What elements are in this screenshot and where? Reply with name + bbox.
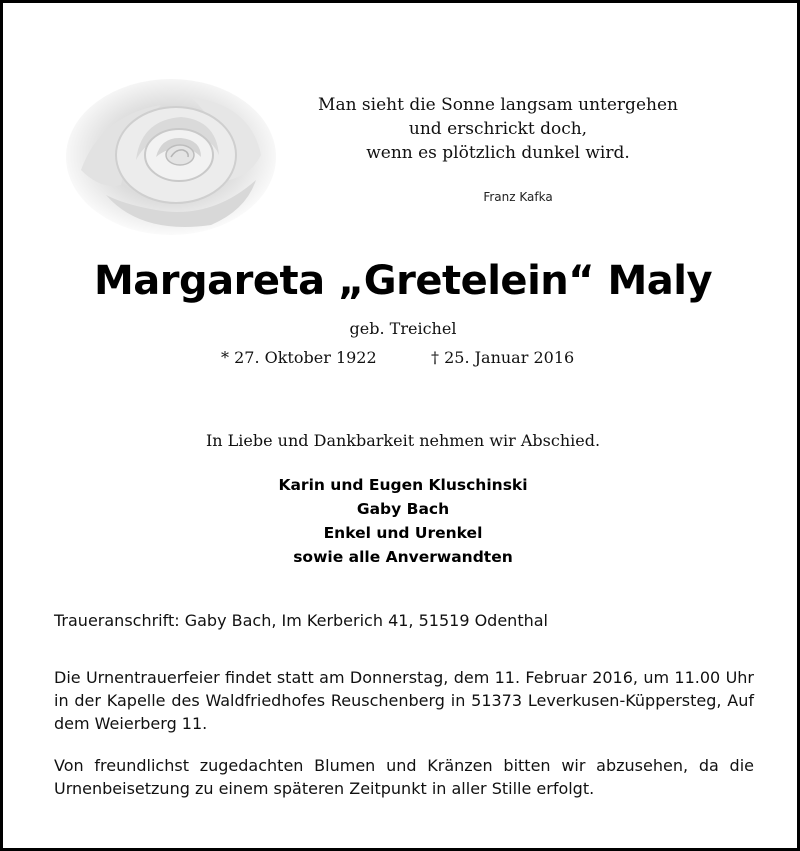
mourners-list bbox=[3, 473, 800, 569]
mourner: Karin und Eugen Kluschinski bbox=[278, 476, 528, 494]
mourning-address: Traueranschrift: Gaby Bach, Im Kerberich 41, 51519 Odenthal bbox=[54, 611, 548, 630]
quote-line: wenn es plötzlich dunkel wird. bbox=[366, 143, 630, 163]
death-date: † 25. Januar 2016 bbox=[431, 348, 575, 367]
farewell-text: In Liebe und Dankbarkeit nehmen wir Abschied. bbox=[205, 431, 601, 450]
mourner: Enkel und Urenkel bbox=[323, 524, 483, 542]
mourner: sowie alle Anverwandten bbox=[293, 548, 513, 566]
rose-icon bbox=[61, 75, 281, 240]
ceremony-notice: Die Urnentrauerfeier findet statt am Donnerstag, dem 11. Februar 2016, um 11.00 Uhr in der Kapelle des Waldfriedhofes Reuschenberg in 51373 Leverkusen-Küppersteg, Auf dem Weierberg 11. bbox=[54, 668, 754, 733]
deceased-name: Margareta „Gretelein“ Maly bbox=[93, 258, 713, 304]
mourner: Gaby Bach bbox=[356, 500, 450, 518]
quote-line: und erschrickt doch, bbox=[408, 119, 588, 139]
birth-date: * 27. Oktober 1922 bbox=[221, 348, 377, 367]
quote-line: Man sieht die Sonne langsam untergehen bbox=[318, 95, 678, 115]
quote-author: Franz Kafka bbox=[483, 190, 553, 204]
quote bbox=[303, 93, 693, 165]
born-name: geb. Treichel bbox=[349, 319, 457, 338]
flowers-notice: Von freundlichst zugedachten Blumen und Kränzen bitten wir abzusehen, da die Urnenbeisetzung zu einem späteren Zeitpunkt in aller Stille erfolgt. bbox=[54, 756, 754, 798]
